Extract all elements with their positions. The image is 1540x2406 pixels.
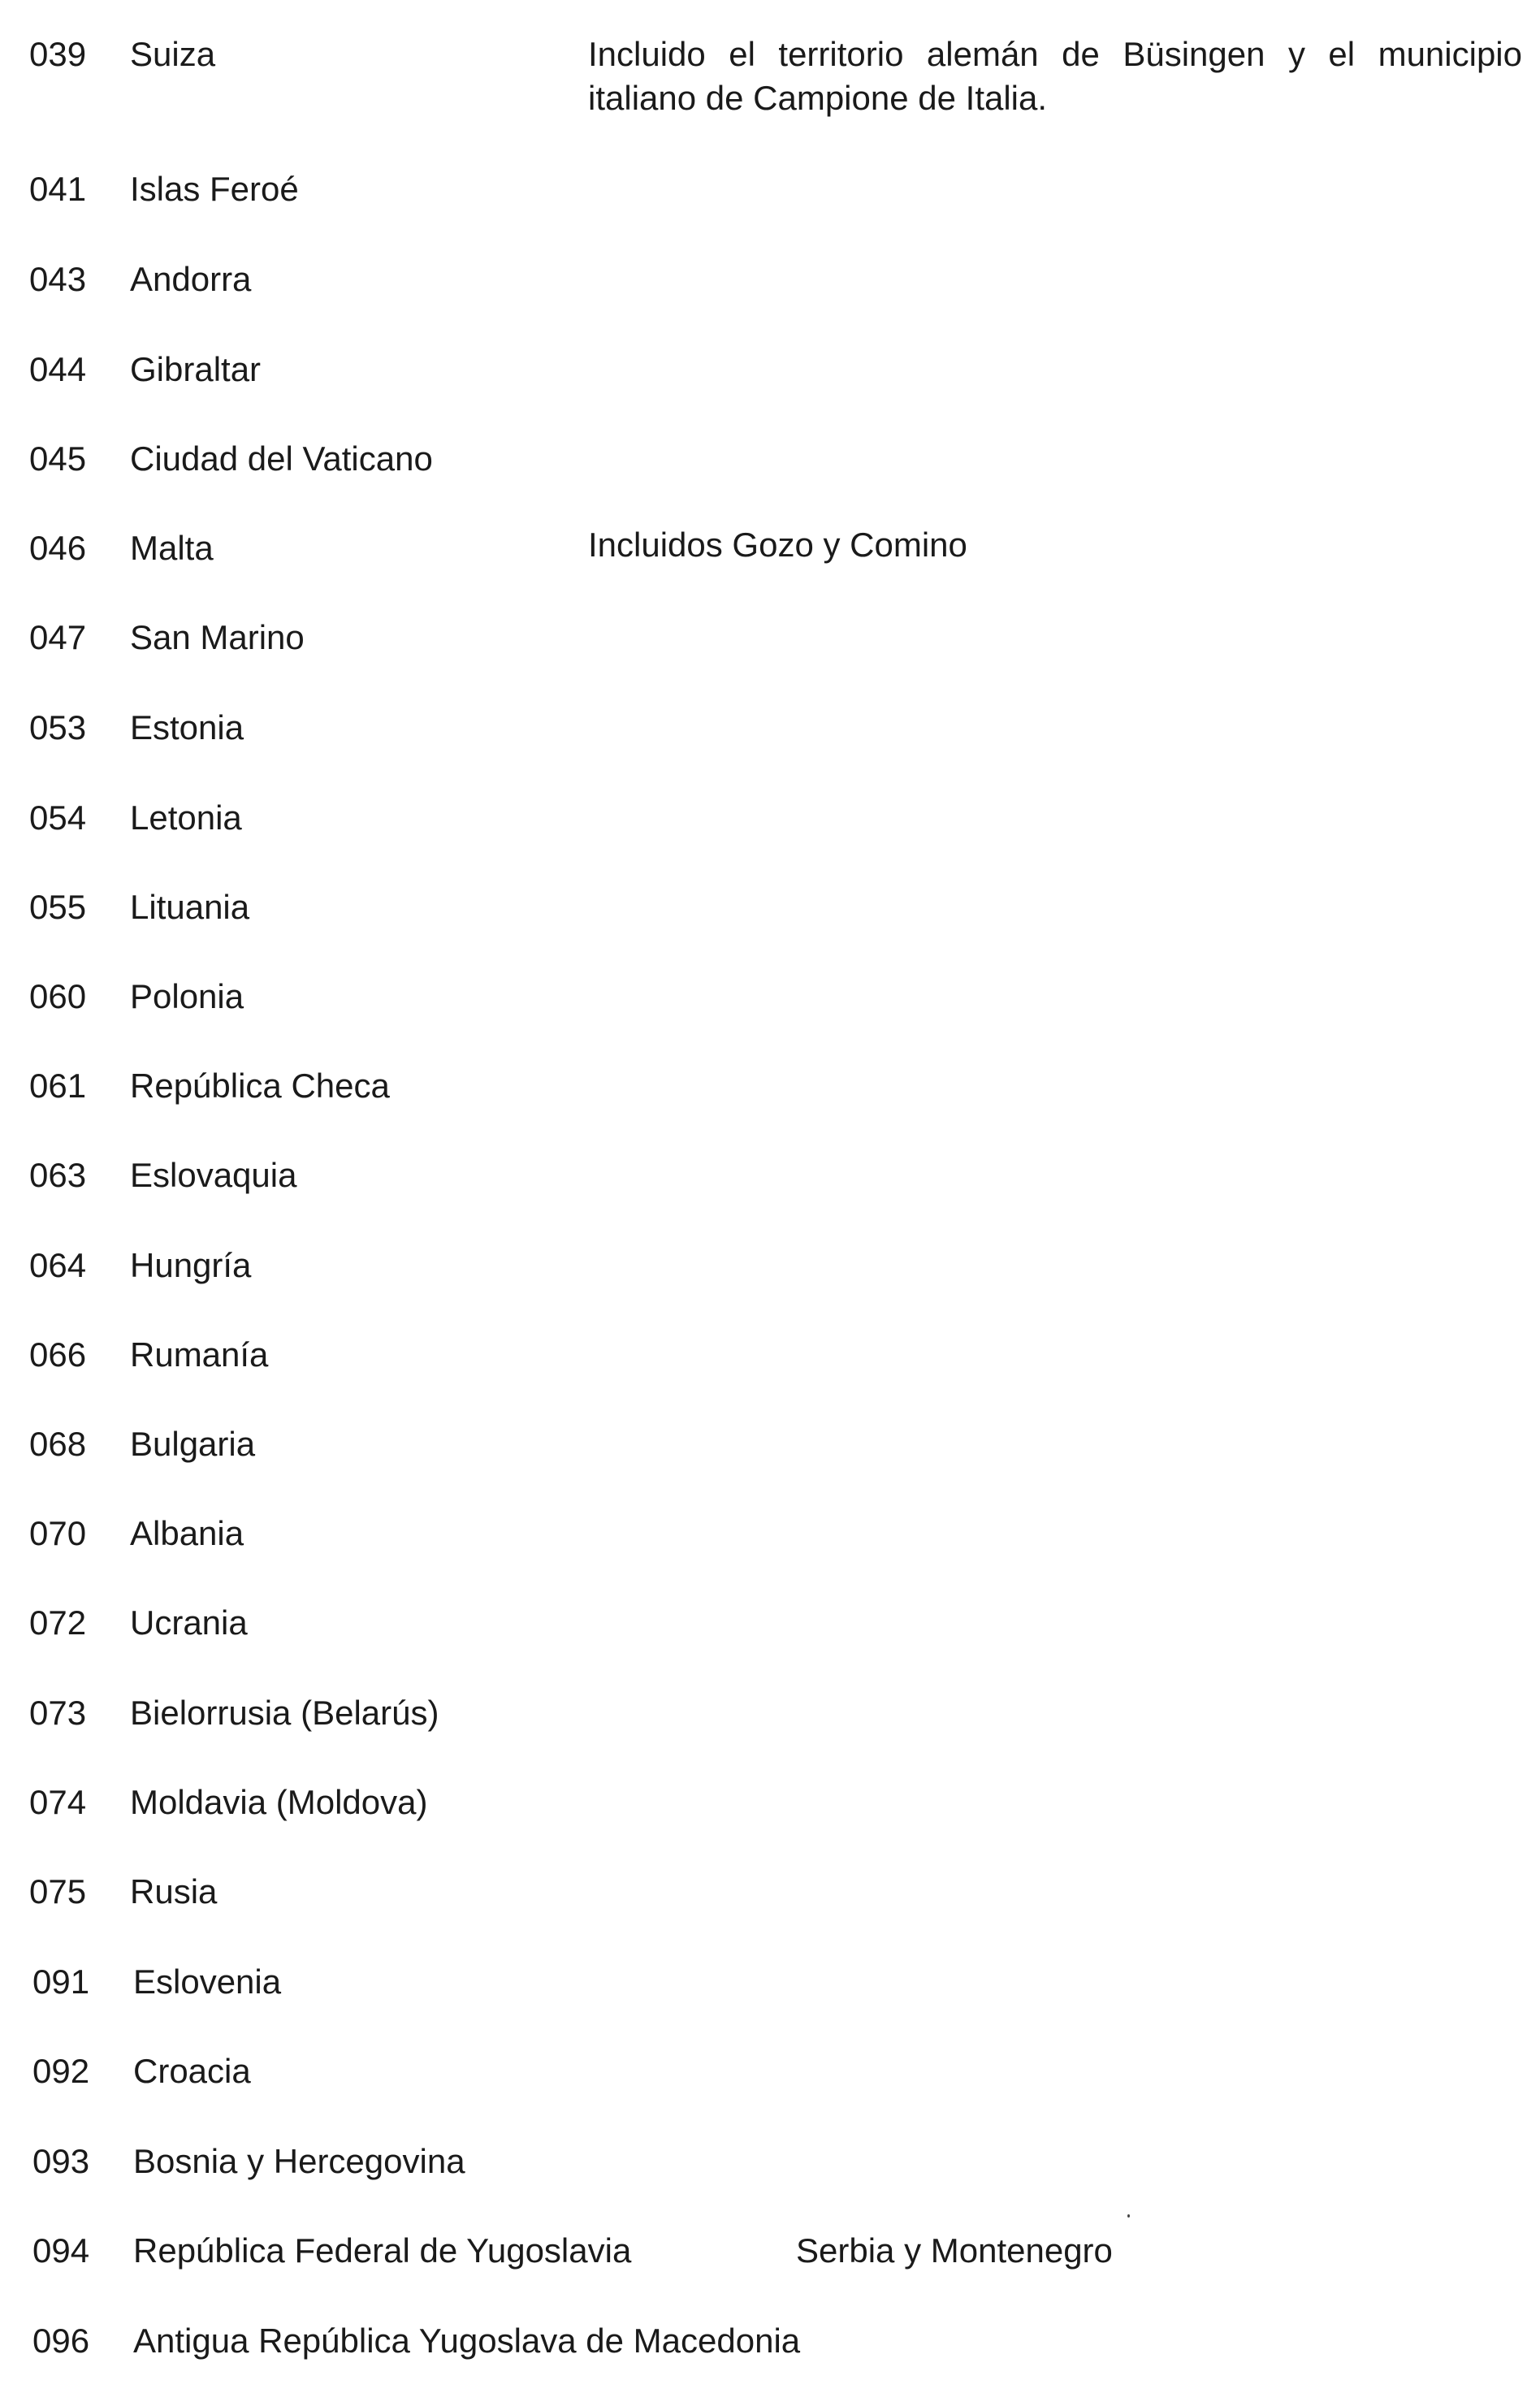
country-code: 092 [32,2052,90,2090]
country-code: 094 [32,2231,90,2270]
country-code: 046 [29,529,87,567]
country-code: 044 [29,350,87,388]
country-name: Rumanía [130,1335,269,1374]
country-name: Moldavia (Moldova) [130,1783,428,1821]
country-code: 041 [29,170,87,208]
country-code: 043 [29,260,87,298]
country-code: 073 [29,1694,87,1732]
country-name: Croacia [133,2052,251,2090]
country-name: República Checa [130,1067,390,1105]
country-code: 074 [29,1783,87,1821]
country-name: Suiza [130,35,216,73]
country-name: Rusia [130,1872,218,1911]
country-name: Islas Feroé [130,170,299,208]
country-code: 047 [29,618,87,656]
country-note: Incluido el territorio alemán de Büsingen y el municipio italiano de Campione de Italia. [588,35,1522,117]
country-name: Malta [130,529,214,567]
country-name: Letonia [130,798,242,837]
country-name: Antigua República Yugoslava de Macedonia [133,2322,801,2360]
country-code: 066 [29,1335,87,1374]
country-note: Incluidos Gozo y Comino [588,526,967,564]
country-note: Serbia y Montenegro [796,2231,1113,2270]
country-code: 093 [32,2142,90,2180]
country-name: Gibraltar [130,350,262,388]
country-name: República Federal de Yugoslavia [133,2231,632,2270]
country-code: 060 [29,977,87,1015]
country-name: Lituania [130,888,250,926]
country-name: Ucrania [130,1603,248,1642]
country-name: Bosnia y Hercegovina [133,2142,465,2180]
country-code: 061 [29,1067,87,1105]
country-name: Eslovaquia [130,1156,297,1194]
country-code: 053 [29,708,87,746]
country-name: San Marino [130,618,305,656]
scan-speck [1127,2214,1130,2218]
country-name: Andorra [130,260,252,298]
country-code: 063 [29,1156,87,1194]
country-code: 096 [32,2322,90,2360]
country-name: Polonia [130,977,244,1015]
country-code: 039 [29,35,87,73]
country-code: 068 [29,1425,87,1463]
country-name: Eslovenia [133,1962,282,2001]
country-code: 091 [32,1962,90,2001]
country-name: Albania [130,1514,244,1552]
country-name: Ciudad del Vaticano [130,439,433,478]
country-name: Hungría [130,1246,252,1284]
country-code: 055 [29,888,87,926]
country-code: 070 [29,1514,87,1552]
country-code: 064 [29,1246,87,1284]
country-name: Bielorrusia (Belarús) [130,1694,439,1732]
country-code: 054 [29,798,87,837]
country-code: 045 [29,439,87,478]
country-code: 072 [29,1603,87,1642]
country-name: Bulgaria [130,1425,256,1463]
country-code: 075 [29,1872,87,1911]
country-name: Estonia [130,708,244,746]
